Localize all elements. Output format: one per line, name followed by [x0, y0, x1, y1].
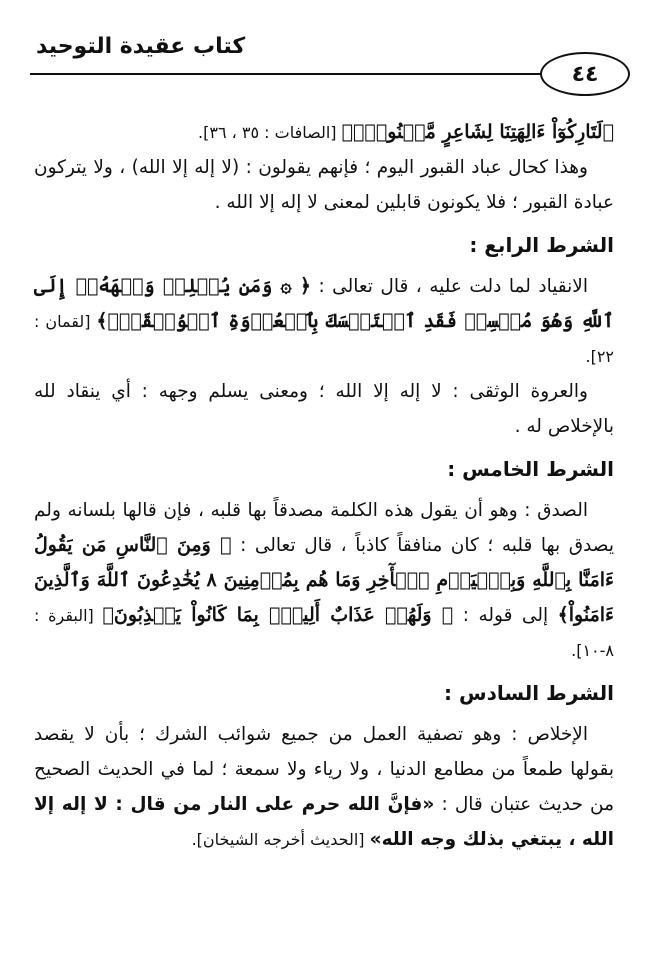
page-body — [34, 115, 614, 857]
paragraph-grave-worshippers: وهذا كحال عباد القبور اليوم ؛ فإنهم يقولون : (لا إله إلا الله) ، ولا يتركون عبادة القبور ؛ فلا يكونون قابلين لمعنى لا إله إلا الله . — [34, 157, 614, 213]
quran-verse: ﴿لَتَارِكُوٓاْ ءَالِهَتِنَا لِشَاعِرٍ مَّجۡنُونِۭ﴾ — [341, 121, 614, 143]
paragraph-text: الانقياد لما دلت عليه ، قال تعالى : — [310, 276, 588, 297]
quran-verse: ﴿ وَلَهُمۡ عَذَابٌ أَلِيمُۢ بِمَا كَانُواْ يَكۡذِبُونَ﴾ — [102, 604, 454, 626]
paragraph-quran-saffat — [34, 115, 614, 150]
heading-condition-6: الشرط السادس : — [444, 681, 614, 705]
paragraph-text: الصدق : وهو أن يقول هذه الكلمة مصدقاً بها قلبه ، فإن قالها بلسانه ولم يصدق بها قلبه ؛ كان منافقاً كاذباً ، قال تعالى : — [34, 500, 615, 556]
header-rule — [30, 73, 540, 75]
quran-verse: ﴿ ۞ وَمَن يُسۡلِمۡ وَجۡهَهُۥٓ إِلَى ٱللَّهِ وَهُوَ مُحۡسِنٞ فَقَدِ ٱسۡتَمۡسَكَ بِٱلۡعُرۡوَةِ ٱلۡوُثۡقَىٰۗ﴾ — [34, 275, 614, 332]
paragraph-text: إلى قوله : — [453, 605, 558, 626]
page-number: ٤٤ — [540, 52, 630, 96]
hadith-quote: «فإنَّ الله حرم على النار من قال : لا إله إلا الله ، يبتغي بذلك وجه الله» — [34, 794, 614, 850]
paragraph-firm-handhold: والعروة الوثقى : لا إله إلا الله ؛ ومعنى يسلم وجهه : أي ينقاد لله بالإخلاص له . — [34, 381, 614, 437]
quran-verse: ﴿ وَمِنَ ٱلنَّاسِ مَن يَقُولُ ءَامَنَّا بِٱللَّهِ وَبِٱلۡيَوۡمِ ٱلۡأٓخِرِ وَمَا هُم بِمُؤۡمِنِينَ ٨ يُخَٰدِعُونَ ٱللَّهَ وَٱلَّذِينَ ءَامَنُواْ﴾ — [34, 534, 614, 626]
hadith-reference: [الحديث أخرجه الشيخان]. — [191, 830, 370, 849]
book-title: كتاب عقيدة التوحيد — [36, 34, 246, 59]
verse-reference: [البقرة : ٨-١٠]. — [34, 606, 614, 660]
verse-reference: [لقمان : ٢٢]. — [34, 312, 614, 366]
heading-condition-5: الشرط الخامس : — [447, 457, 614, 481]
paragraph-sincerity — [34, 717, 614, 857]
paragraph-text: الإخلاص : وهو تصفية العمل من جميع شوائب الشرك ؛ بأن لا يقصد بقولها طمعاً من مطامع الدنيا ، ولا رياء ولا سمعة ؛ لما في الحديث الصحيح من حديث عتبان قال : — [34, 724, 615, 815]
paragraph-truthfulness — [34, 493, 614, 668]
heading-condition-4: الشرط الرابع : — [469, 233, 614, 257]
paragraph-submission — [34, 269, 614, 374]
verse-reference: [الصافات : ٣٥ ، ٣٦]. — [198, 123, 342, 142]
